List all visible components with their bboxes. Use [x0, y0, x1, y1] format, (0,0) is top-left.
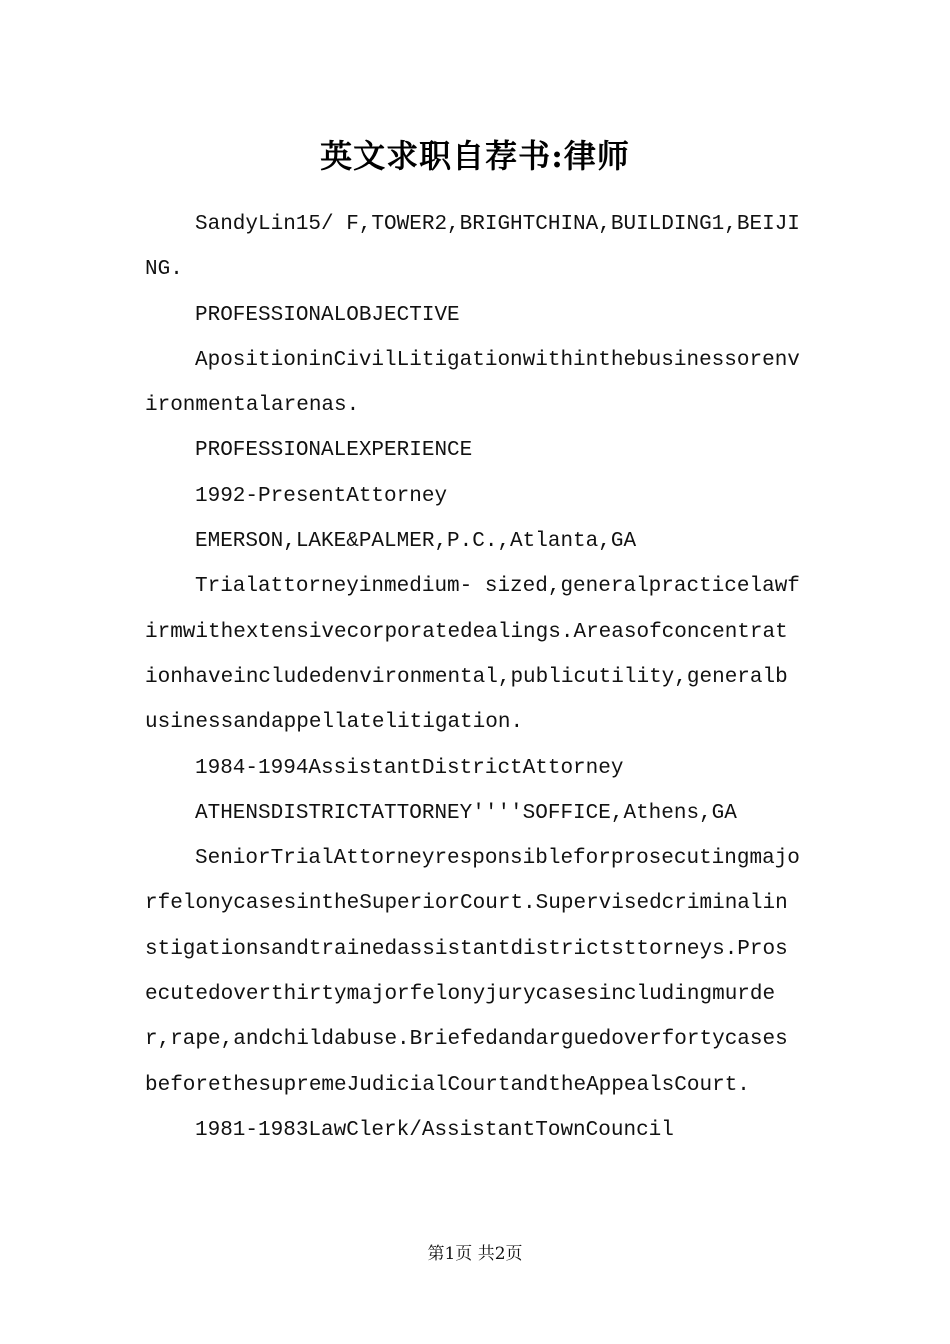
job-description-trial-attorney: Trialattorneyinmedium- sized,generalpracticelawfirmwithextensivecorporatedealings.Areasofconcentrationhaveincludedenvironmental,publicutility,generalbusinessandappellatelitigation.: [145, 575, 800, 735]
job-description-senior-trial-attorney: SeniorTrialAttorneyresponsibleforprosecutingmajorfelonycasesintheSuperiorCourt.Supervisedcriminalinstigationsandtrainedassistantdistrictsttorneys.Prosecutedoverthirtymajorfelonyjurycasesincludingmurder,rape,andchildabuse.BriefedandarguedoverfortycasesbeforethesupremeJudicialCourtandtheAppealsCourt.: [145, 847, 800, 1097]
job-title-law-clerk: 1981-1983LawClerk/AssistantTownCouncil: [195, 1118, 674, 1142]
section-heading-experience: PROFESSIONALEXPERIENCE: [195, 439, 473, 463]
document-title: 英文求职自荐书:律师: [320, 137, 630, 175]
section-heading-objective: PROFESSIONALOBJECTIVE: [195, 303, 460, 327]
job-title-attorney: 1992-PresentAttorney: [195, 484, 448, 508]
address-paragraph: SandyLin15/ F,TOWER2,BRIGHTCHINA,BUILDING1,BEIJING.: [145, 213, 800, 282]
objective-paragraph: ApositioninCivilLitigationwithinthebusinessorenvironmentalarenas.: [145, 348, 800, 418]
page-number-footer: 第1页 共2页: [427, 1244, 523, 1264]
employer-emerson: EMERSON,LAKE&PALMER,P.C.,Atlanta,GA: [195, 530, 637, 554]
job-title-assistant-da: 1984-1994AssistantDistrictAttorney: [195, 756, 624, 780]
document-body: [145, 202, 800, 1153]
employer-athens: ATHENSDISTRICTATTORNEY''''SOFFICE,Athens,GA: [195, 801, 737, 825]
